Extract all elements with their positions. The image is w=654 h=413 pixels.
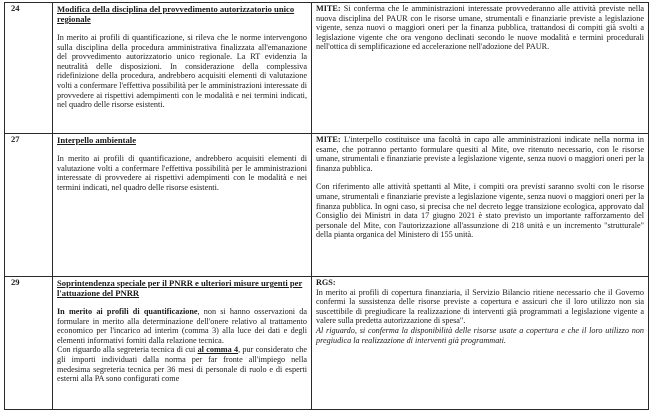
response-cell [312,277,649,410]
observation-cell [53,277,312,410]
response-cell [312,3,649,134]
observation-text-2a: Con riguardo alla segreteria tecnica di cui [57,345,198,355]
table-row [5,3,649,134]
observation-text: , non si hanno osservazioni da formulare in merito alla determinazione dell'onere relativo al trattamento economico per l'incarico ad interim (comma 3) alla luce dei dati e degli elementi informativi forniti dalla relazione tecnica. [57,307,307,345]
observation-cell [53,3,312,134]
response-text: Si conferma che le amministrazioni interessate provvederanno alle attività previste nella nuova disciplina del PAUR con le risorse umane, strumentali e finanziarie previste a legislazione vigente, senza nuovi o maggiori oneri per la finanza pubblica, trattandosi di compiti già svolti a legislazione vigente che ora vengono declinati secondo le nuove modalità e termini procedurali nell'ottica di semplificazione ed accelerazione nell'adozione del PAUR. [316,4,644,52]
table-row [5,277,649,410]
table-row [5,134,649,277]
article-number: 29 [5,277,53,410]
response-label: MITE: [316,135,341,144]
observation-text-2c: , pur considerato che gli importi individuati dalla norma per far fronte all'impiego nella medesima segreteria tecnica per 36 mesi di personale di ruolo e di esperti esterni alla PA sono configurati come [57,345,307,384]
response-text-2: Al riguardo, si conferma la disponibilità delle risorse usate a copertura e che il loro utilizzo non pregiudica la realizzazione di interventi già programmati. [316,325,644,345]
response-label: RGS: [316,278,336,287]
article-title: Soprintendenza speciale per il PNRR e ulteriori misure urgenti per l'attuazione del PNRR [57,278,303,298]
article-title: Modifica della disciplina del provvedimento autorizzatorio unico regionale [57,4,295,24]
article-number: 27 [5,134,53,277]
response-text: In merito ai profili di copertura finanziaria, il Servizio Bilancio ritiene necessario che il Governo confermi la sussistenza delle risorse previste a copertura e assicuri che il loro utilizzo non sia suscettibile di pregiudicare la realizzazione di interventi già programmati a legislazione vigente a valere sulla predetta autorizzazione di spesa". [316,287,644,326]
response-label: MITE: [316,4,341,13]
document-table [4,2,649,410]
article-title: Interpello ambientale [57,135,137,145]
observation-text: In merito ai profili di quantificazione, andrebbero acquisiti elementi di valutazione volti a confermare l'effettiva possibilità per le amministrazioni interessate di provvedere ai rispettivi adempimenti con le modalità e nei termini indicati, nel quadro delle risorse esistenti. [57,154,307,192]
observation-text: In merito ai profili di quantificazione, si rileva che le norme intervengono sulla disciplina della procedura amministrativa finalizzata all'emanazione del provvedimento autorizzatorio unico regionale. La RT evidenzia la neutralità delle disposizioni. In considerazione della complessiva ridefinizione della procedura, andrebbero acquisiti elementi di valutazione volti a confermare l'effettiva possibilità per le amministrazioni interessate di provvedere ai rispettivi adempimenti con le modalità e nei termini indicati, nel quadro delle risorse esistenti. [57,33,307,110]
response-cell [312,134,649,277]
response-text-2: Con riferimento alle attività spettanti al Mite, i compiti ora previsti saranno svolti con le risorse umane, strumentali e finanziarie previste a legislazione vigente, senza nuovi o maggiori oneri per la finanza pubblica. In ogni caso, si precisa che nel decreto legge transizione ecologica, approvato dal Consiglio dei Ministri in data 17 giugno 2021 è stato previsto un importante rafforzamento del personale del Mite, con l'autorizzazione all'assunzione di 218 unità e un incremento "strutturale" della pianta organica del Ministero di 155 unità. [316,182,644,240]
observation-cell [53,134,312,277]
comma-reference: al comma 4 [197,345,239,355]
observation-lead: In merito ai profili di quantificazione [57,307,198,316]
article-number: 24 [5,3,53,134]
response-text: L'interpello costituisce una facoltà in capo alle amministrazioni indicate nella norma in esame, che potranno pertanto formulare quesiti al Mite, ove ritenuto necessario, con le risorse umane, strumentali e finanziarie previste a legislazione vigente, senza nuovi o maggiori oneri per la finanza pubblica. [316,135,644,173]
